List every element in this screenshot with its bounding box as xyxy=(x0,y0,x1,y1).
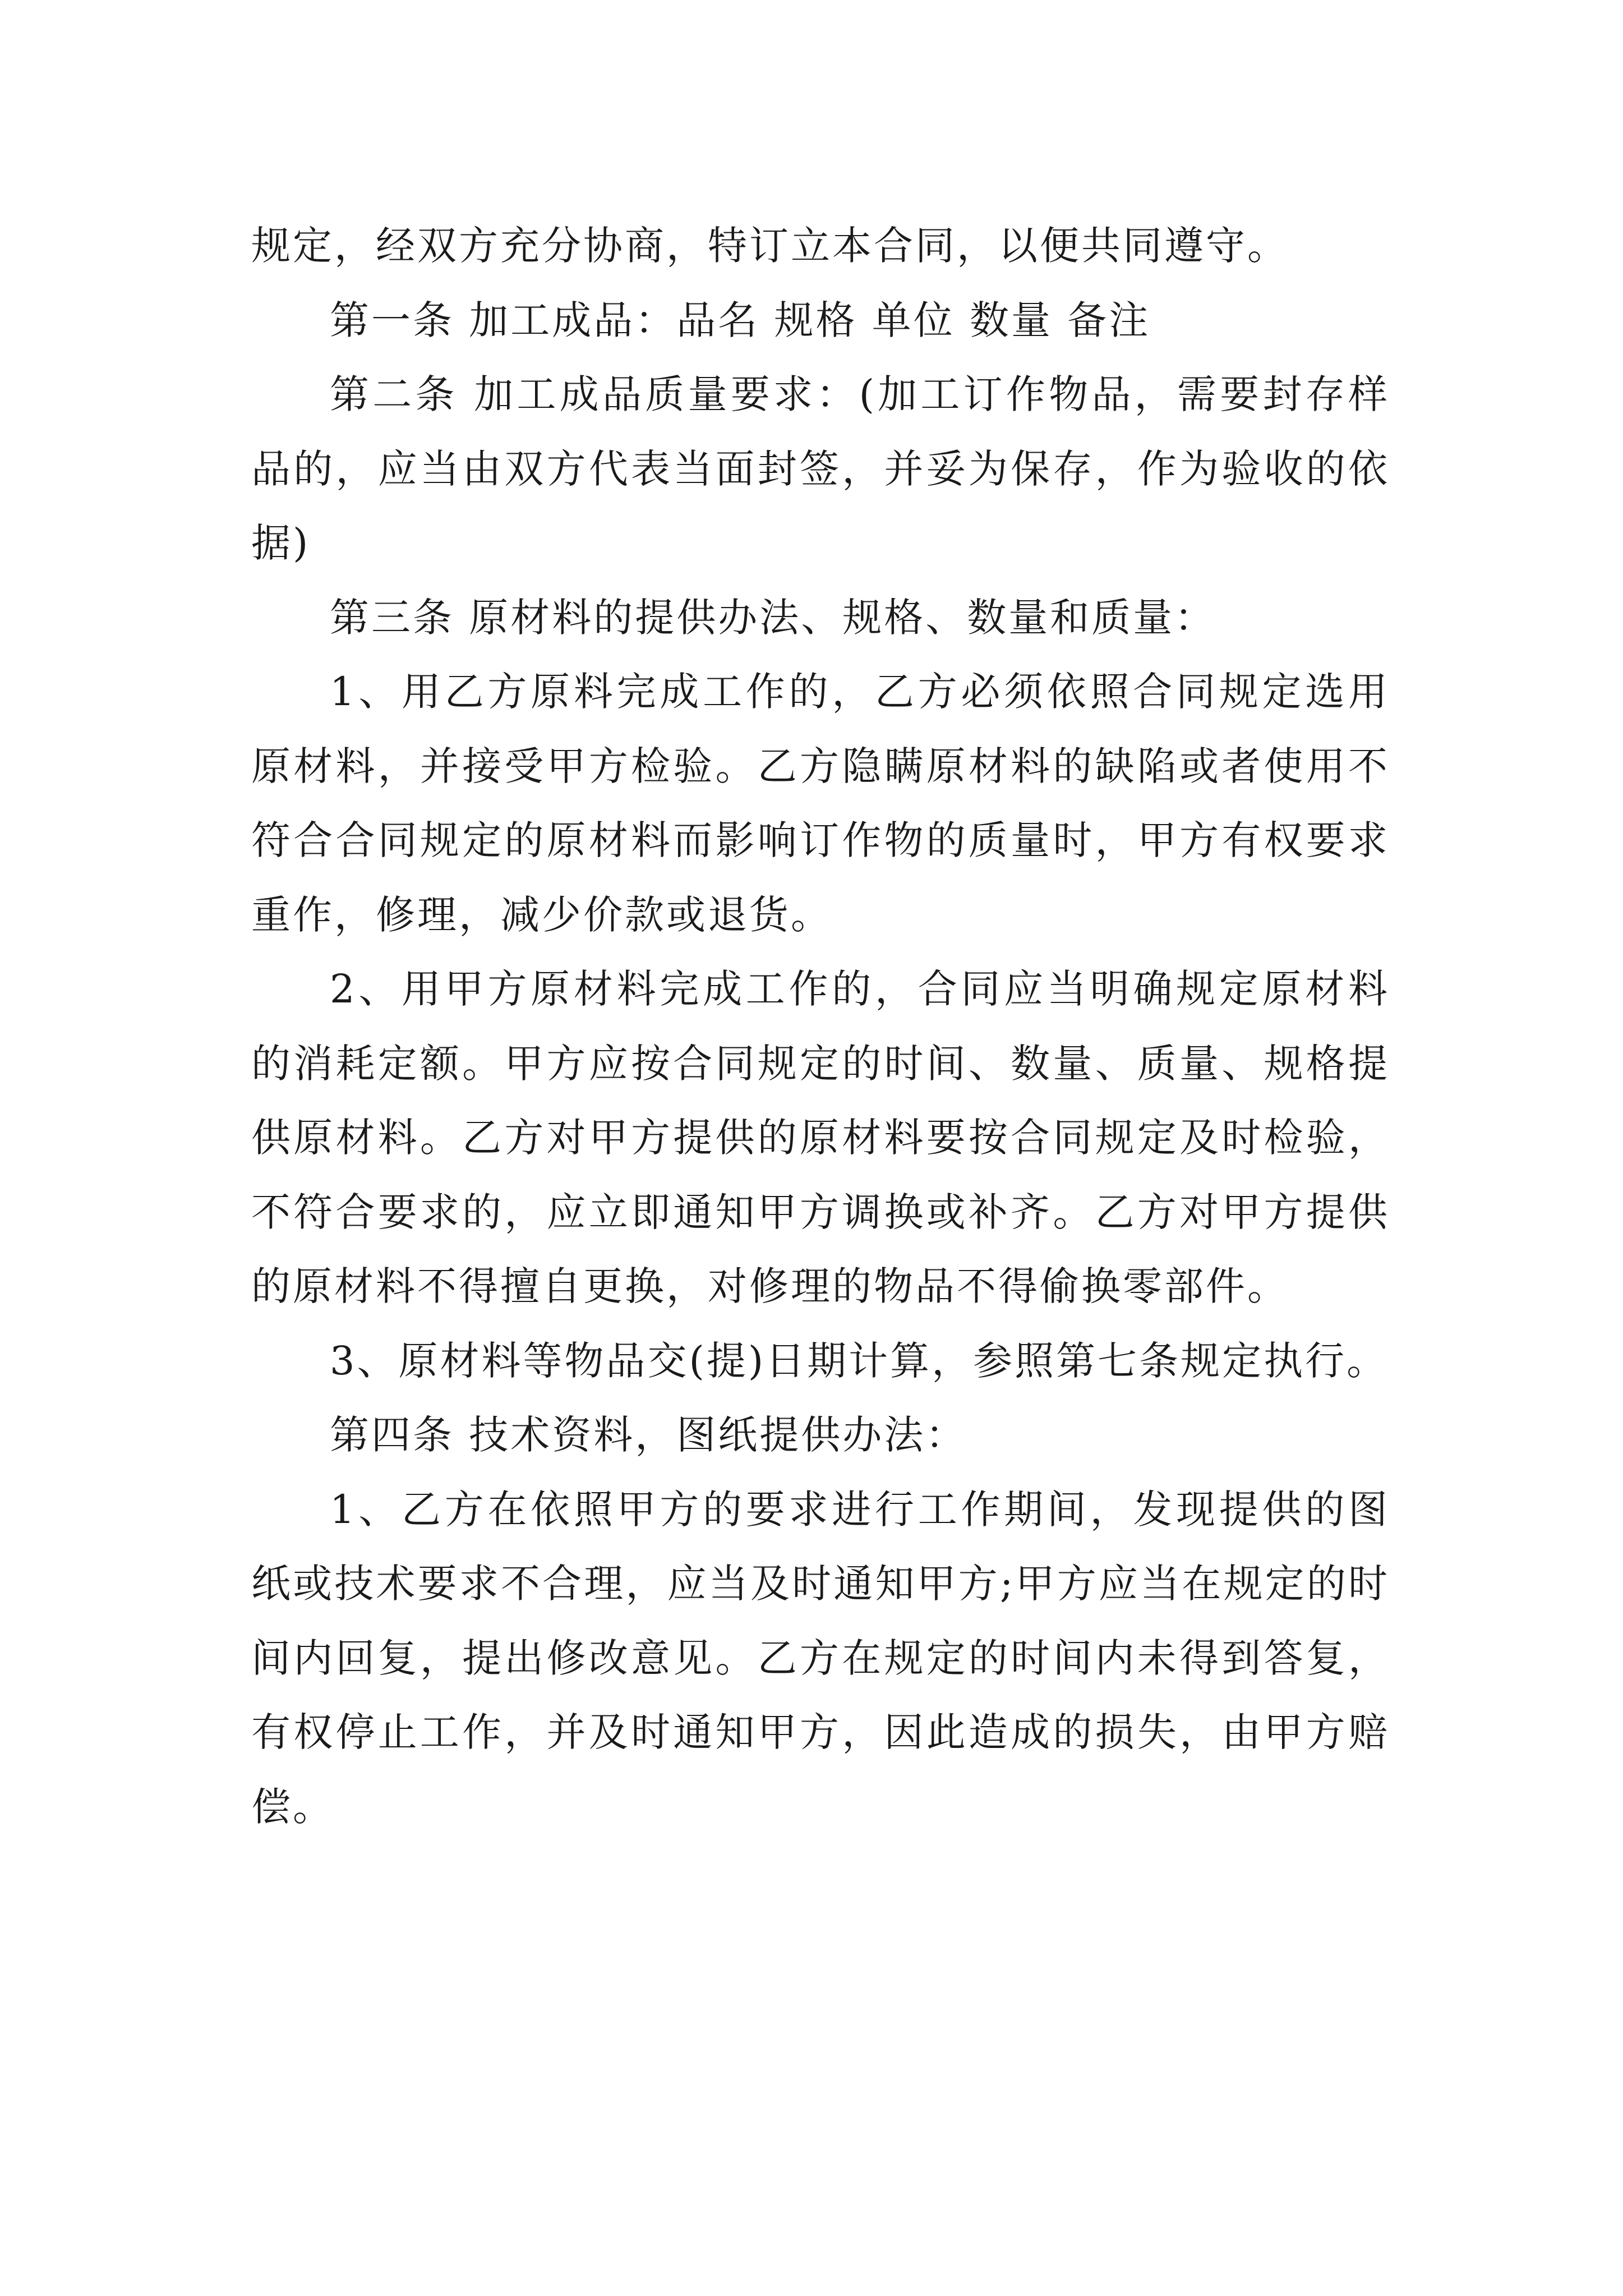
paragraph-article-4-item-1: 1、乙方在依照甲方的要求进行工作期间，发现提供的图纸或技术要求不合理，应当及时通知甲方;甲方应当在规定的时间内回复，提出修改意见。乙方在规定的时间内未得到答复，有权停止工作，并及时通知甲方，因此造成的损失，由甲方赔偿。 xyxy=(251,1486,1390,1830)
paragraph-article-2: 第二条 加工成品质量要求：(加工订作物品，需要封存样品的，应当由双方代表当面封签，并妥为保存，作为验收的依据) xyxy=(251,371,1390,566)
paragraph-article-1: 第一条 加工成品：品名 规格 单位 数量 备注 xyxy=(330,297,1151,343)
paragraph-article-3-item-1: 1、用乙方原料完成工作的，乙方必须依照合同规定选用原材料，并接受甲方检验。乙方隐瞒原材料的缺陷或者使用不符合合同规定的原材料而影响订作物的质量时，甲方有权要求重作，修理，减少价款或退货。 xyxy=(251,669,1390,938)
paragraph-article-4: 第四条 技术资料，图纸提供办法： xyxy=(330,1412,967,1458)
paragraph-article-3: 第三条 原材料的提供办法、规格、数量和质量： xyxy=(330,594,1216,641)
contract-body xyxy=(251,209,1390,1844)
paragraph-article-3-item-2: 2、用甲方原材料完成工作的，合同应当明确规定原材料的消耗定额。甲方应按合同规定的时间、数量、质量、规格提供原材料。乙方对甲方提供的原材料要按合同规定及时检验，不符合要求的，应立即通知甲方调换或补齐。乙方对甲方提供的原材料不得擅自更换，对修理的物品不得偷换零部件。 xyxy=(251,966,1390,1309)
paragraph-article-3-item-3: 3、原材料等物品交(提)日期计算，参照第七条规定执行。 xyxy=(330,1337,1389,1384)
paragraph-intro: 规定，经双方充分协商，特订立本合同，以便共同遵守。 xyxy=(251,223,1289,269)
